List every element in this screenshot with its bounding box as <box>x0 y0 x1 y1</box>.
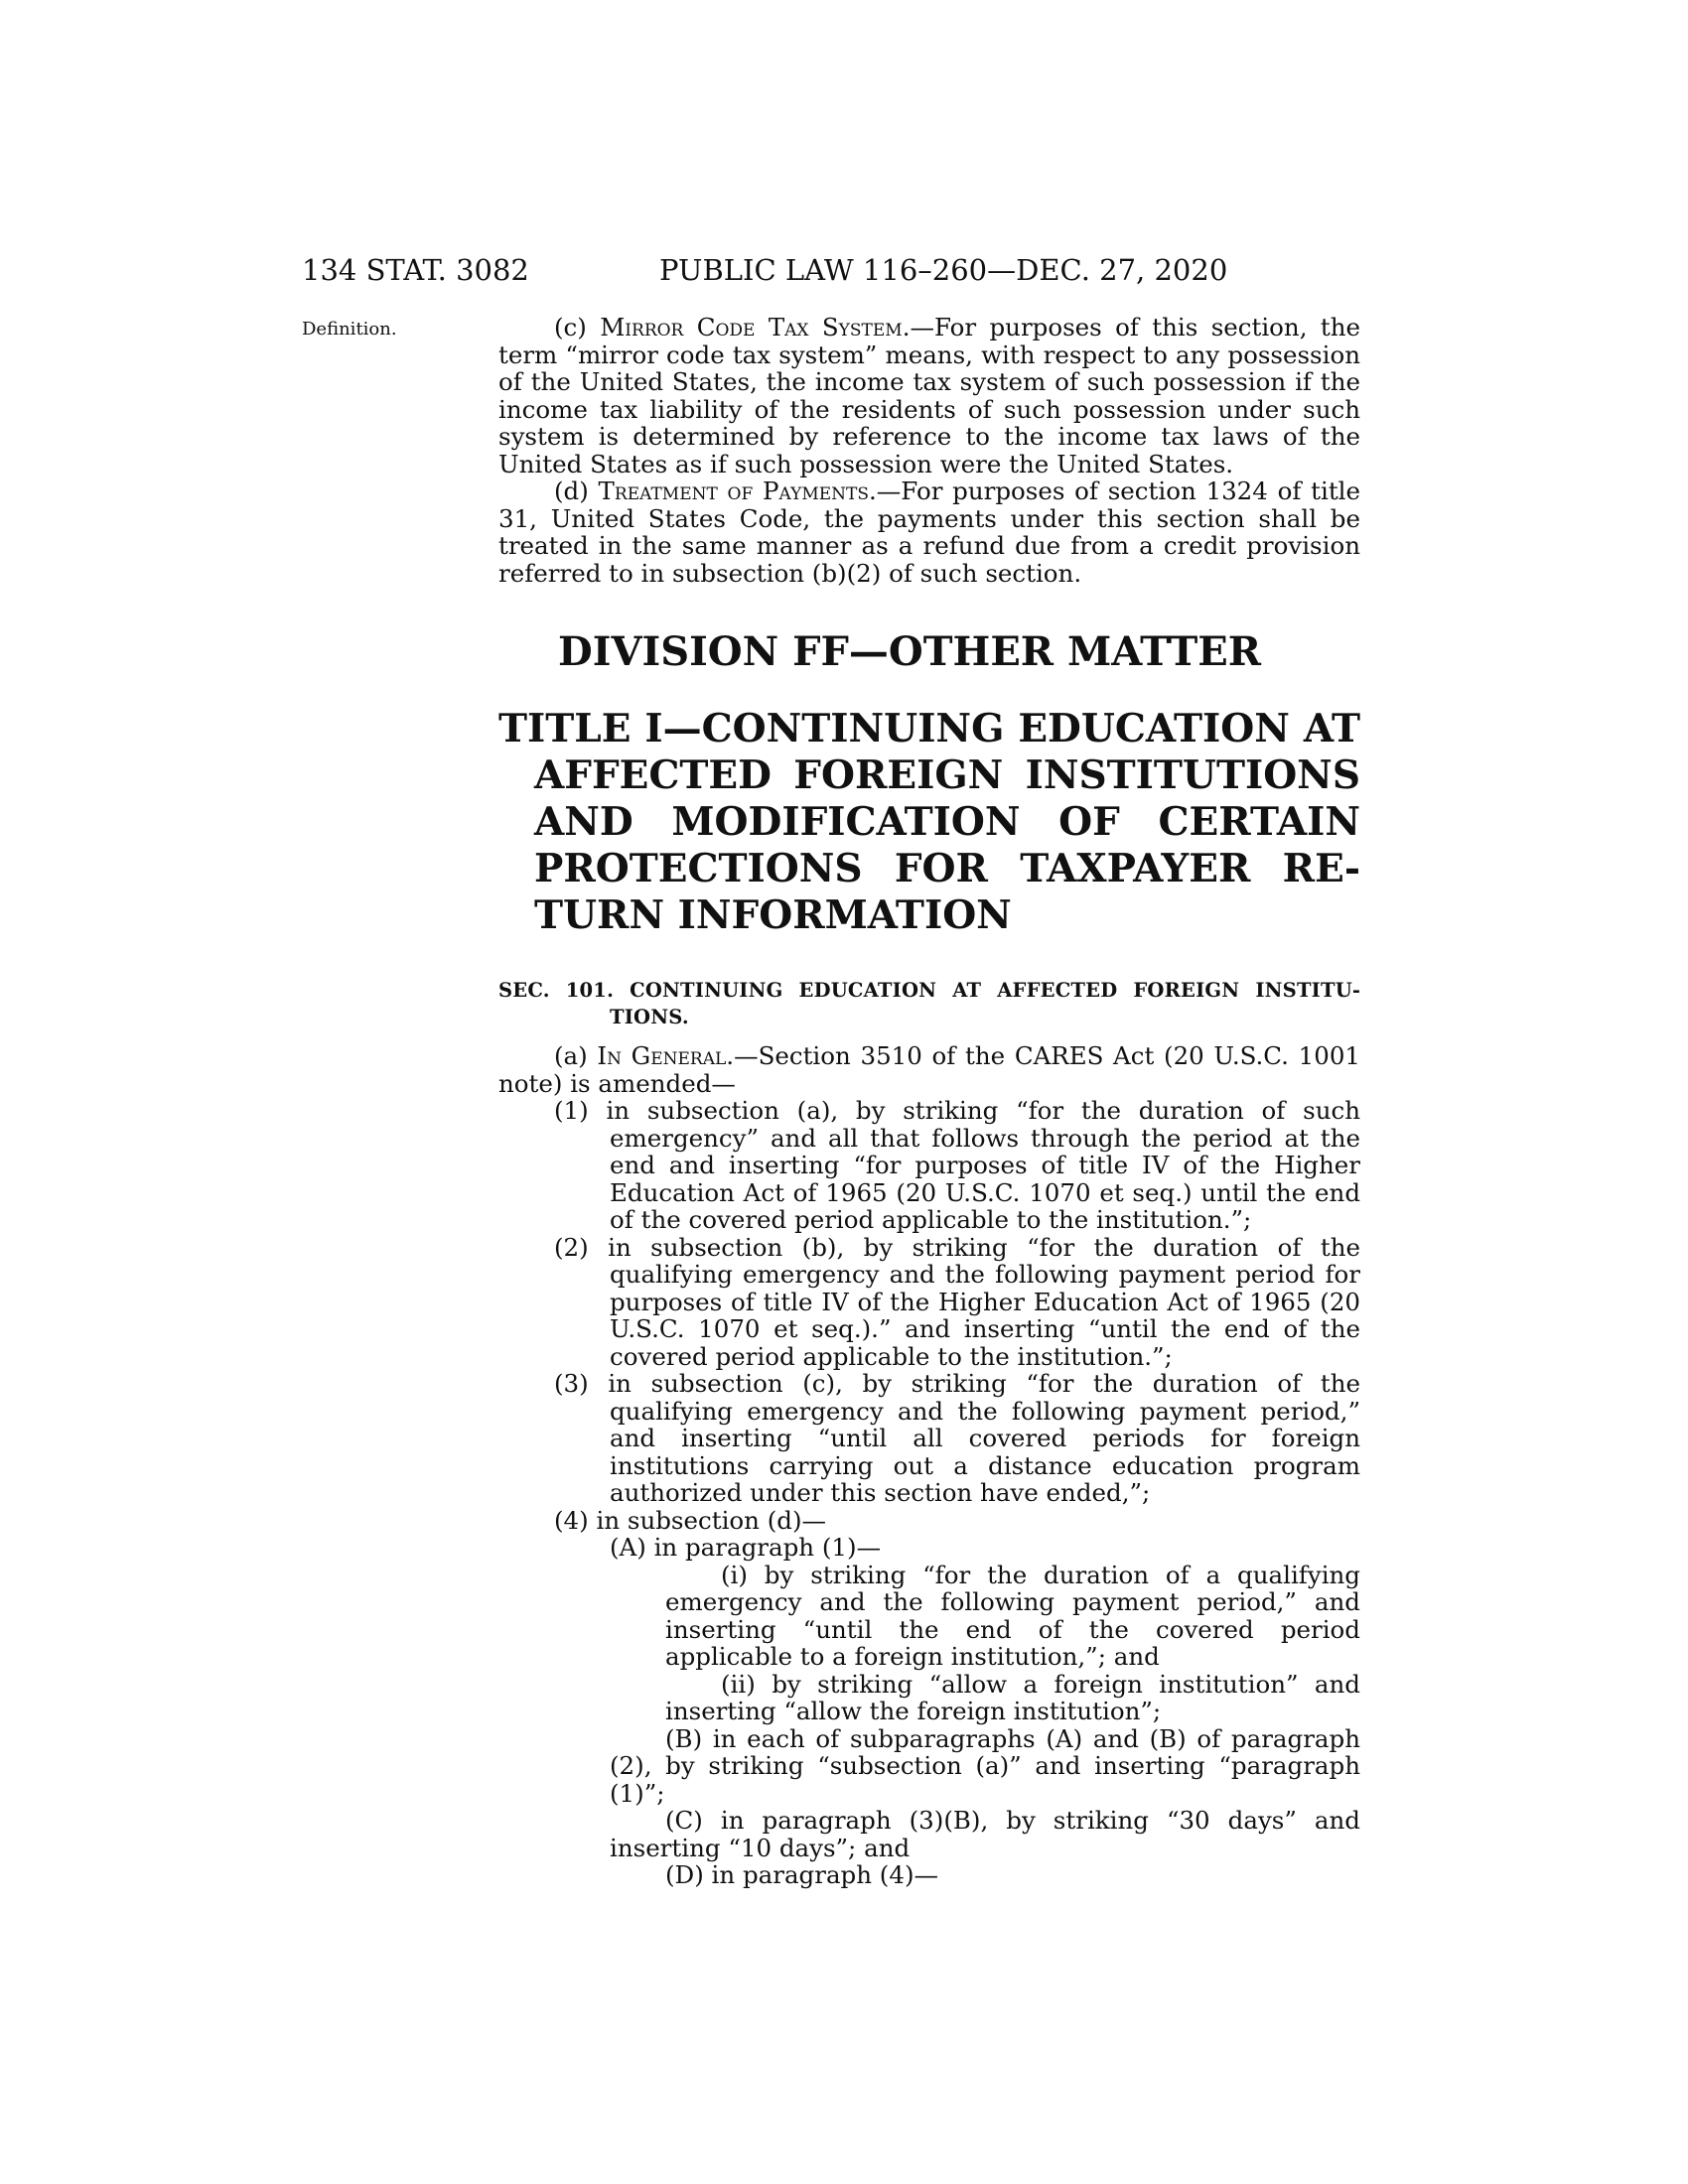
public-law-citation: PUBLIC LAW 116–260—DEC. 27, 2020 <box>659 253 1228 287</box>
subsection-d: (d) Treatment of Payments.—For purposes of section 1324 of title 31, United States Code, the payments under this section shall be treated in the same manner as a refund due from a credit provision referred to in subsection (b)(2) of such section. <box>498 477 1360 588</box>
subsection-c-heading: Mirror Code Tax System <box>600 313 903 341</box>
subsection-d-heading: Treatment of Payments <box>598 477 870 505</box>
subparagraph-A: (A) in paragraph (1)— <box>610 1533 882 1562</box>
paragraph-1: (1) in subsection (a), by striking “for the duration of such emergency” and all that follows through the period at the end and inserting “for purposes of title IV of the Higher Education Act of 1965 (20 U.S.C. 1070 et seq.) until the end of the covered period applicable to the institution.”; <box>554 1096 1360 1234</box>
clause-i: (i) by striking “for the duration of a qualifying emergency and the following payment period,” and inserting “until the end of the covered period applicable to a foreign institution,”; and <box>665 1560 1360 1671</box>
division-heading: DIVISION FF—OTHER MATTER <box>558 628 1261 675</box>
clause-ii: (ii) by striking “allow a foreign institution” and inserting “allow the foreign institution”; <box>665 1669 1360 1725</box>
subsection-a: (a) In General.—Section 3510 of the CARES Act (20 U.S.C. 1001 note) is amended— <box>498 1041 1361 1098</box>
subsection-c: (c) Mirror Code Tax System.—For purposes of this section, the term “mirror code tax system” means, with respect to any possession of the United States, the income tax system of such possession if the income tax liability of the residents of such possession under such system is determined by reference to the income tax laws of the United States as if such possession were the United States. <box>498 313 1360 478</box>
paragraph-3: (3) in subsection (c), by striking “for the duration of the qualifying emergency and the following payment period,” and inserting “until all covered periods for foreign institutions carrying out a distance education program authorized under this section have ended,”; <box>554 1369 1360 1507</box>
running-header <box>302 252 1285 288</box>
title-heading: TITLE I—CONTINUING EDUCATION AT AFFECTED FOREIGN INSTITUTIONS AND MODIFICATION OF CERTAIN PROTECTIONS FOR TAXPAYER RETURN INFORMATION <box>498 706 1360 938</box>
section-heading: SEC. 101. CONTINUING EDUCATION AT AFFECTED FOREIGN INSTITUTIONS. <box>498 979 1360 1028</box>
subparagraph-B: (B) in each of subparagraphs (A) and (B) of paragraph (2), by striking “subsection (a)” and inserting “paragraph (1)”; <box>610 1723 1360 1808</box>
paragraph-4: (4) in subsection (d)— <box>554 1505 827 1535</box>
subsection-a-heading: In General <box>597 1041 727 1070</box>
paragraph-2: (2) in subsection (b), by striking “for the duration of the qualifying emergency and the following payment period for purposes of title IV of the Higher Education Act of 1965 (20 U.S.C. 1070 et seq.).” and inserting “until the end of the covered period applicable to the institution.”; <box>554 1232 1360 1371</box>
document-body <box>498 314 1360 1889</box>
subparagraph-C: (C) in paragraph (3)(B), by striking “30 days” and inserting “10 days”; and <box>610 1806 1360 1862</box>
stat-citation: 134 STAT. 3082 <box>302 253 529 287</box>
subparagraph-D: (D) in paragraph (4)— <box>665 1860 939 1889</box>
margin-note-definition: Definition. <box>302 319 397 340</box>
